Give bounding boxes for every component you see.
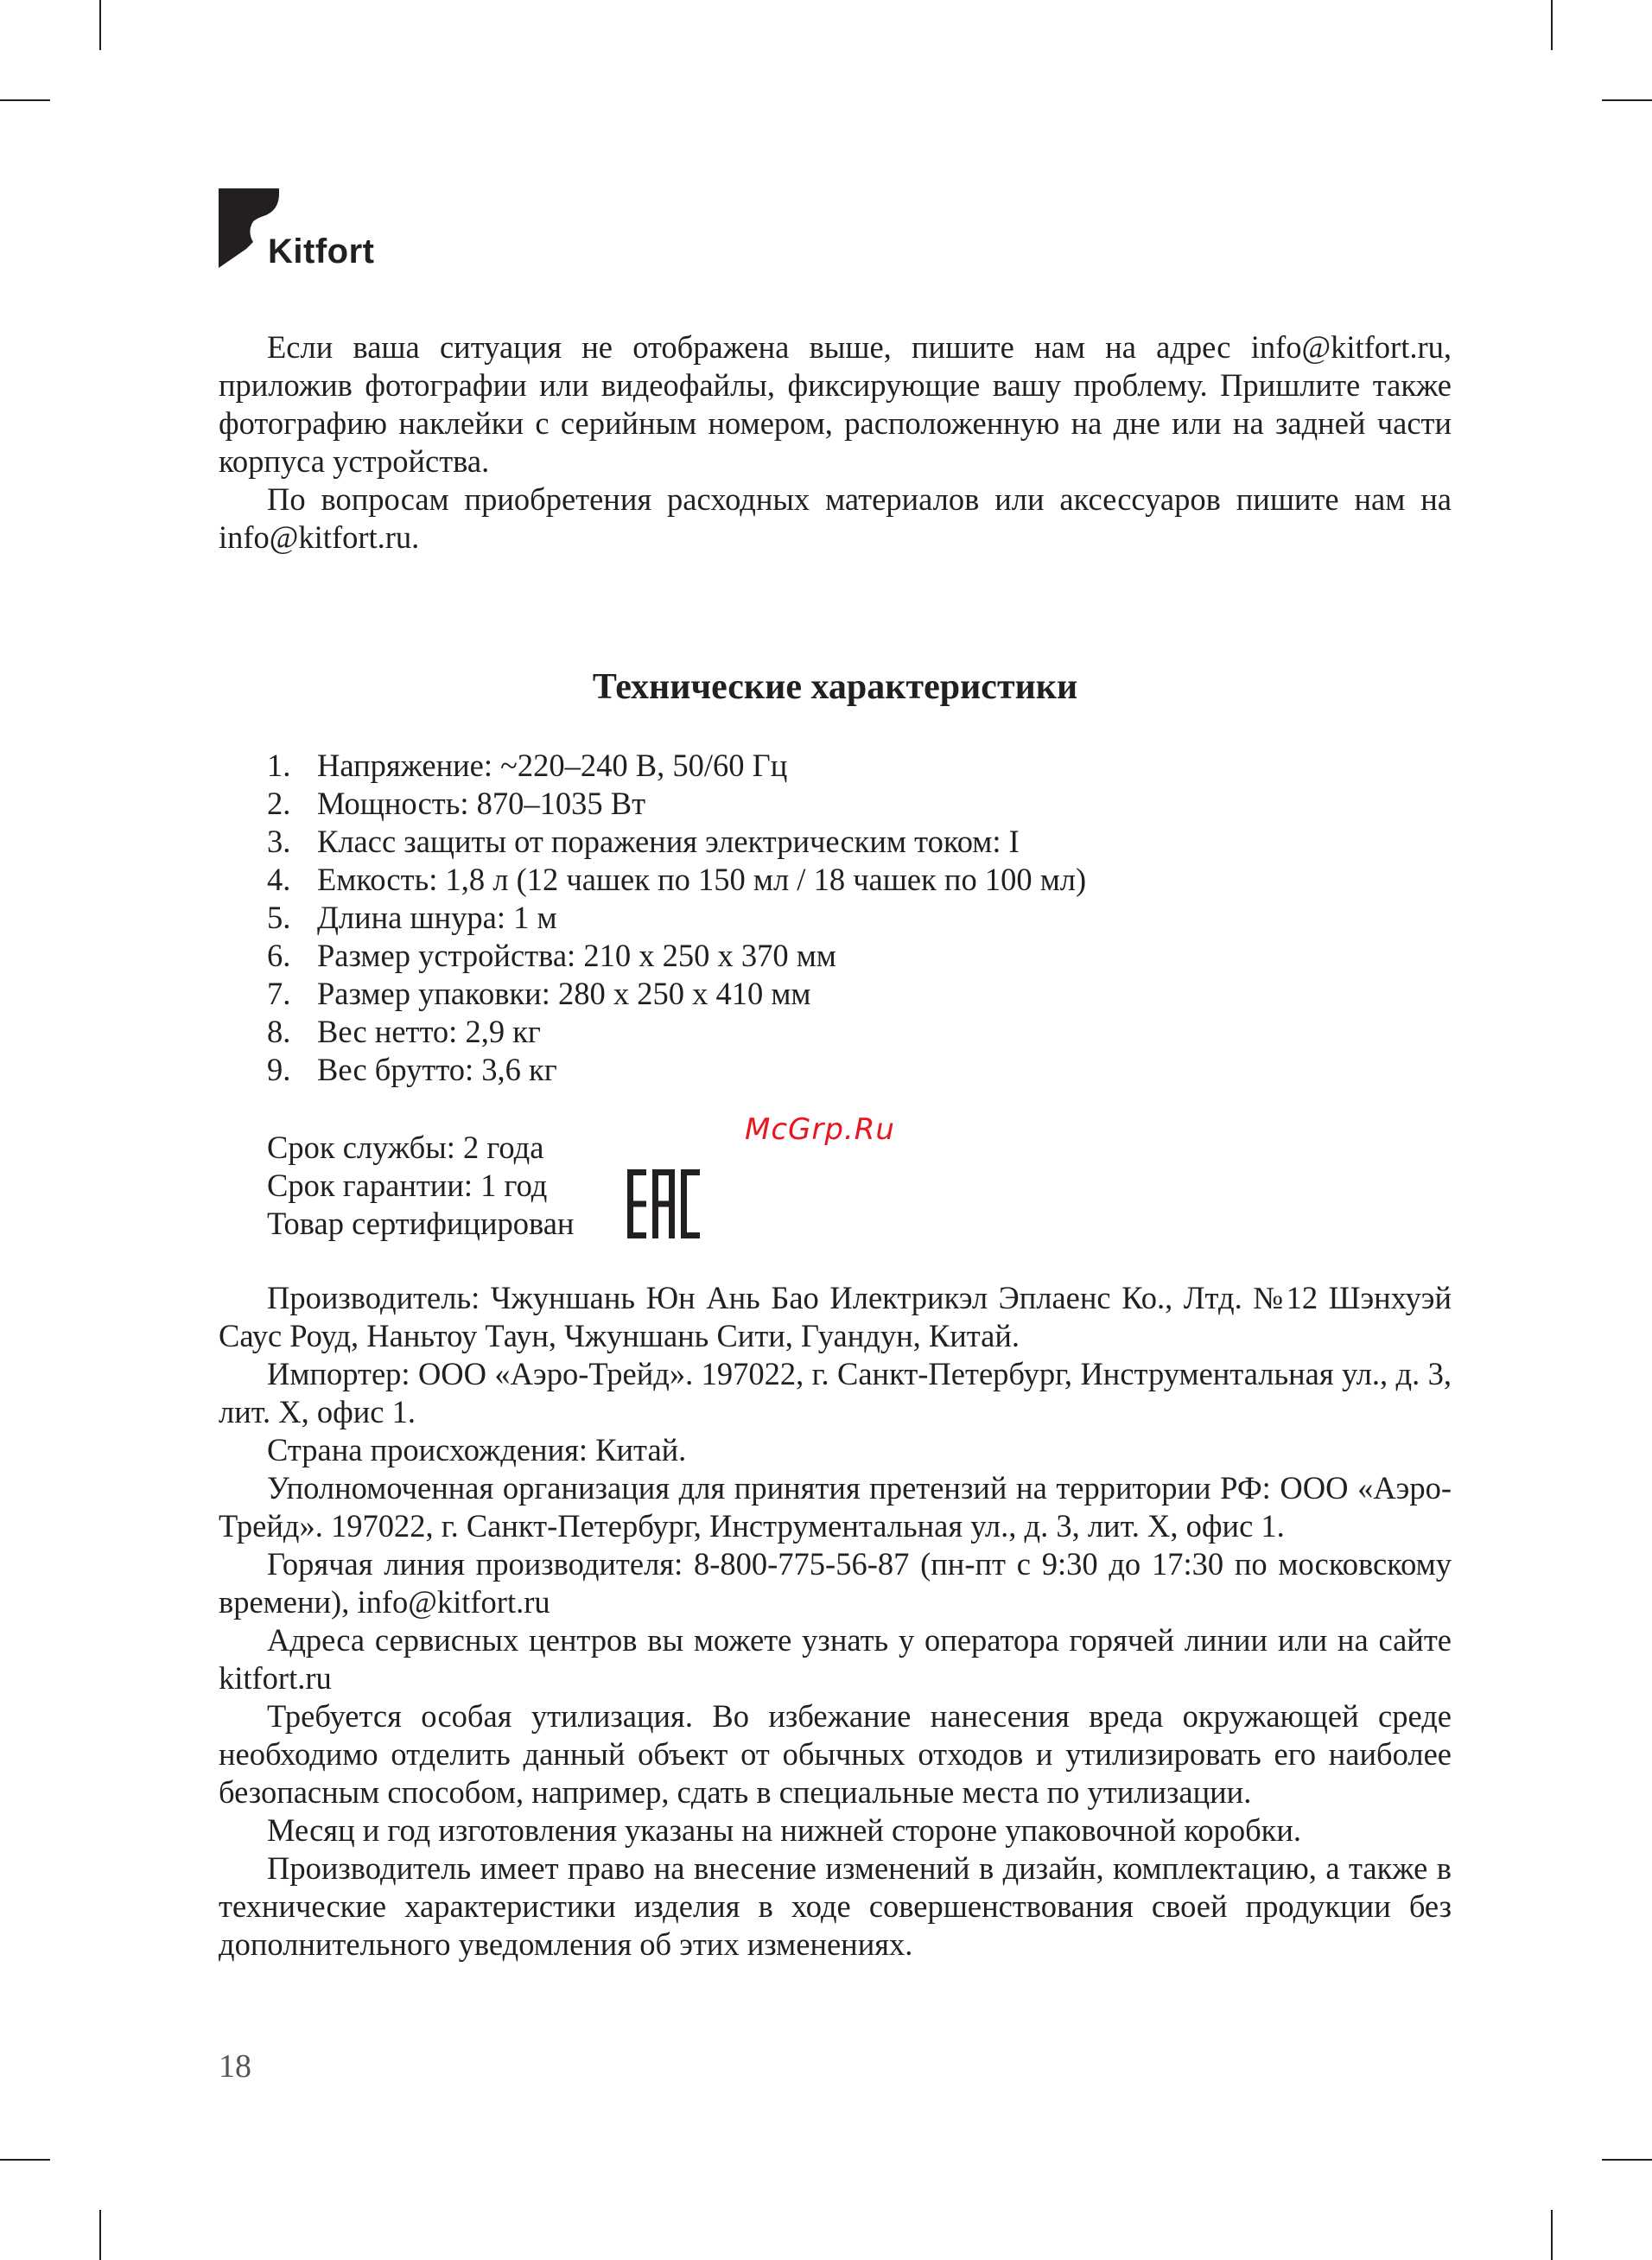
crop-mark-left-top: [0, 99, 50, 101]
spec-number: 1.: [267, 748, 291, 783]
warranty-period: Срок гарантии: 1 год: [267, 1168, 548, 1203]
kitfort-logo-text: Kitfort: [268, 232, 375, 271]
spec-number: 2.: [267, 786, 291, 821]
legal-paragraph: Производитель: Чжуншань Юн Ань Бао Илектрикэл Эплаенс Ко., Лтд. №12 Шэнхуэй Саус Роуд, Наньтоу Таун, Чжуншань Сити, Гуандун, Китай.: [219, 1280, 1452, 1353]
spec-text: Емкость: 1,8 л (12 чашек по 150 мл / 18 чашек по 100 мл): [317, 862, 1087, 897]
specs-list: [267, 747, 1086, 1089]
spec-text: Длина шнура: 1 м: [317, 900, 557, 935]
spec-item: [267, 1013, 1086, 1051]
crop-mark-top-left: [99, 0, 101, 50]
spec-number: 9.: [267, 1052, 291, 1087]
legal-paragraph: Адреса сервисных центров вы можете узнать у оператора горячей линии или на сайте kitfort.ru: [219, 1622, 1452, 1696]
legal-paragraph: Импортер: ООО «Аэро-Трейд». 197022, г. Санкт-Петербург, Инструментальная ул., д. 3, лит. Х, офис 1.: [219, 1356, 1452, 1429]
legal-paragraph: Страна происхождения: Китай.: [267, 1432, 687, 1467]
legal-paragraph: Горячая линия производителя: 8-800-775-56-87 (пн-пт с 9:30 до 17:30 по московскому времени), info@kitfort.ru: [219, 1546, 1452, 1620]
specs-title: Технические характеристики: [592, 667, 1078, 707]
crop-mark-bottom-right: [1551, 2210, 1553, 2260]
crop-mark-bottom-left: [99, 2210, 101, 2260]
legal-paragraph: Производитель имеет право на внесение изменений в дизайн, комплектацию, а также в технические характеристики изделия в ходе совершенствования своей продукции без дополнительного уведомления об этих изменениях.: [219, 1850, 1452, 1962]
spec-number: 4.: [267, 862, 291, 897]
watermark-text: McGrp.Ru: [745, 1112, 895, 1147]
service-life: Срок службы: 2 года: [267, 1130, 544, 1165]
spec-text: Класс защиты от поражения электрическим током: I: [317, 824, 1020, 859]
intro-section: [219, 328, 1452, 557]
spec-item: [267, 975, 1086, 1013]
intro-paragraph: Если ваша ситуация не отображена выше, пишите нам на адрес info@kitfort.ru, приложив фотографии или видеофайлы, фиксирующие вашу проблему. Пришлите также фотографию наклейки с серийным номером, расположенную на дне или на задней части корпуса устройства.: [219, 329, 1452, 479]
crop-mark-right-bottom: [1602, 2159, 1652, 2161]
crop-mark-right-top: [1602, 99, 1652, 101]
spec-number: 7.: [267, 976, 291, 1011]
spec-number: 5.: [267, 900, 291, 935]
spec-text: Напряжение: ~220–240 В, 50/60 Гц: [317, 748, 788, 783]
spec-item: [267, 937, 1086, 975]
spec-number: 8.: [267, 1014, 291, 1049]
spec-text: Мощность: 870–1035 Вт: [317, 786, 646, 821]
page-number: 18: [219, 2048, 251, 2085]
spec-number: 3.: [267, 824, 291, 859]
spec-number: 6.: [267, 938, 291, 973]
spec-text: Вес брутто: 3,6 кг: [317, 1052, 557, 1087]
legal-paragraph: Уполномоченная организация для принятия претензий на территории РФ: ООО «Аэро-Трейд». 197022, г. Санкт-Петербург, Инструментальная ул., д. 3, лит. Х, офис 1.: [219, 1470, 1452, 1544]
spec-item: [267, 1051, 1086, 1089]
certified-note: Товар сертифицирован: [267, 1206, 575, 1241]
spec-text: Размер упаковки: 280 x 250 x 410 мм: [317, 976, 811, 1011]
intro-paragraph: По вопросам приобретения расходных материалов или аксессуаров пишите нам на info@kitfort.ru.: [219, 481, 1452, 555]
spec-item: [267, 823, 1086, 861]
legal-section: [219, 1279, 1452, 1964]
crop-mark-top-right: [1551, 0, 1553, 50]
crop-mark-left-bottom: [0, 2159, 50, 2161]
service-info: [267, 1129, 574, 1243]
legal-paragraph: Требуется особая утилизация. Во избежание нанесения вреда окружающей среде необходимо отделить данный объект от обычных отходов и утилизировать его наиболее безопасным способом, например, сдать в специальные места по утилизации.: [219, 1698, 1452, 1810]
kitfort-logo: [219, 188, 391, 275]
spec-text: Вес нетто: 2,9 кг: [317, 1014, 541, 1049]
spec-item: [267, 861, 1086, 899]
spec-text: Размер устройства: 210 x 250 x 370 мм: [317, 938, 836, 973]
spec-item: [267, 747, 1086, 785]
spec-item: [267, 785, 1086, 823]
legal-paragraph: Месяц и год изготовления указаны на нижней стороне упаковочной коробки.: [267, 1812, 1302, 1848]
eac-certification-icon: [627, 1169, 700, 1238]
spec-item: [267, 899, 1086, 937]
